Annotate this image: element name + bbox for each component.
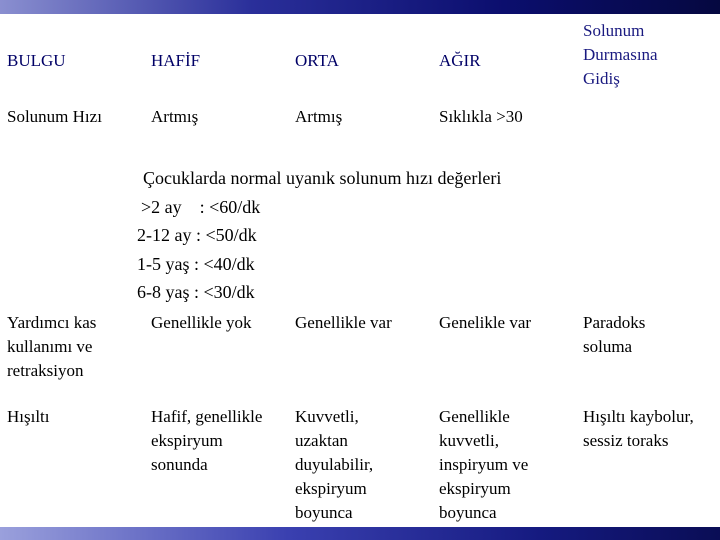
row-accessory-muscles-finding: Yardımcı kas kullanımı ve retraksiyon — [7, 313, 97, 380]
row-accessory-muscles-mild: Genellikle yok — [151, 313, 252, 332]
row-accessory-muscles-moderate: Genellikle var — [295, 313, 392, 332]
note-line-3: 1-5 yaş : <40/dk — [137, 253, 255, 274]
header-finding: BULGU — [7, 51, 66, 70]
row-wheezing-moderate: Kuvvetli, uzaktan duyulabilir, ekspiryum boyunca — [295, 407, 374, 522]
top-decorative-bar — [0, 0, 720, 14]
header-severe: AĞIR — [439, 51, 481, 70]
row-accessory-muscles-severe: Genelikle var — [439, 313, 532, 332]
header-respiratory-arrest: Solunum Durmasına Gidiş — [583, 21, 658, 88]
row-wheezing-severe: Genellikle kuvvetli, inspiryum ve ekspiryum boyunca — [439, 407, 529, 522]
note-line-1: >2 ay : <60/dk — [141, 196, 261, 217]
row-accessory-muscles-arrest: Paradoks soluma — [583, 313, 646, 356]
row-respiratory-rate-finding: Solunum Hızı — [7, 107, 102, 126]
row-respiratory-rate-moderate: Artmış — [295, 107, 343, 126]
row-wheezing-finding: Hışıltı — [7, 407, 50, 426]
note-title: Çocuklarda normal uyanık solunum hızı değerleri — [143, 168, 502, 188]
normal-respiratory-rate-note — [137, 164, 501, 307]
bottom-decorative-bar — [0, 527, 720, 540]
note-line-4: 6-8 yaş : <30/dk — [137, 282, 255, 302]
row-respiratory-rate-severe: Sıklıkla >30 — [439, 107, 523, 126]
header-mild: HAFİF — [151, 51, 201, 70]
header-moderate: ORTA — [295, 51, 339, 70]
row-wheezing-mild: Hafif, genellikle ekspiryum sonunda — [151, 407, 263, 474]
note-line-2: 2-12 ay : <50/dk — [137, 225, 257, 245]
row-respiratory-rate-mild: Artmış — [151, 107, 199, 126]
row-wheezing-arrest: Hışıltı kaybolur, sessiz toraks — [583, 407, 694, 450]
